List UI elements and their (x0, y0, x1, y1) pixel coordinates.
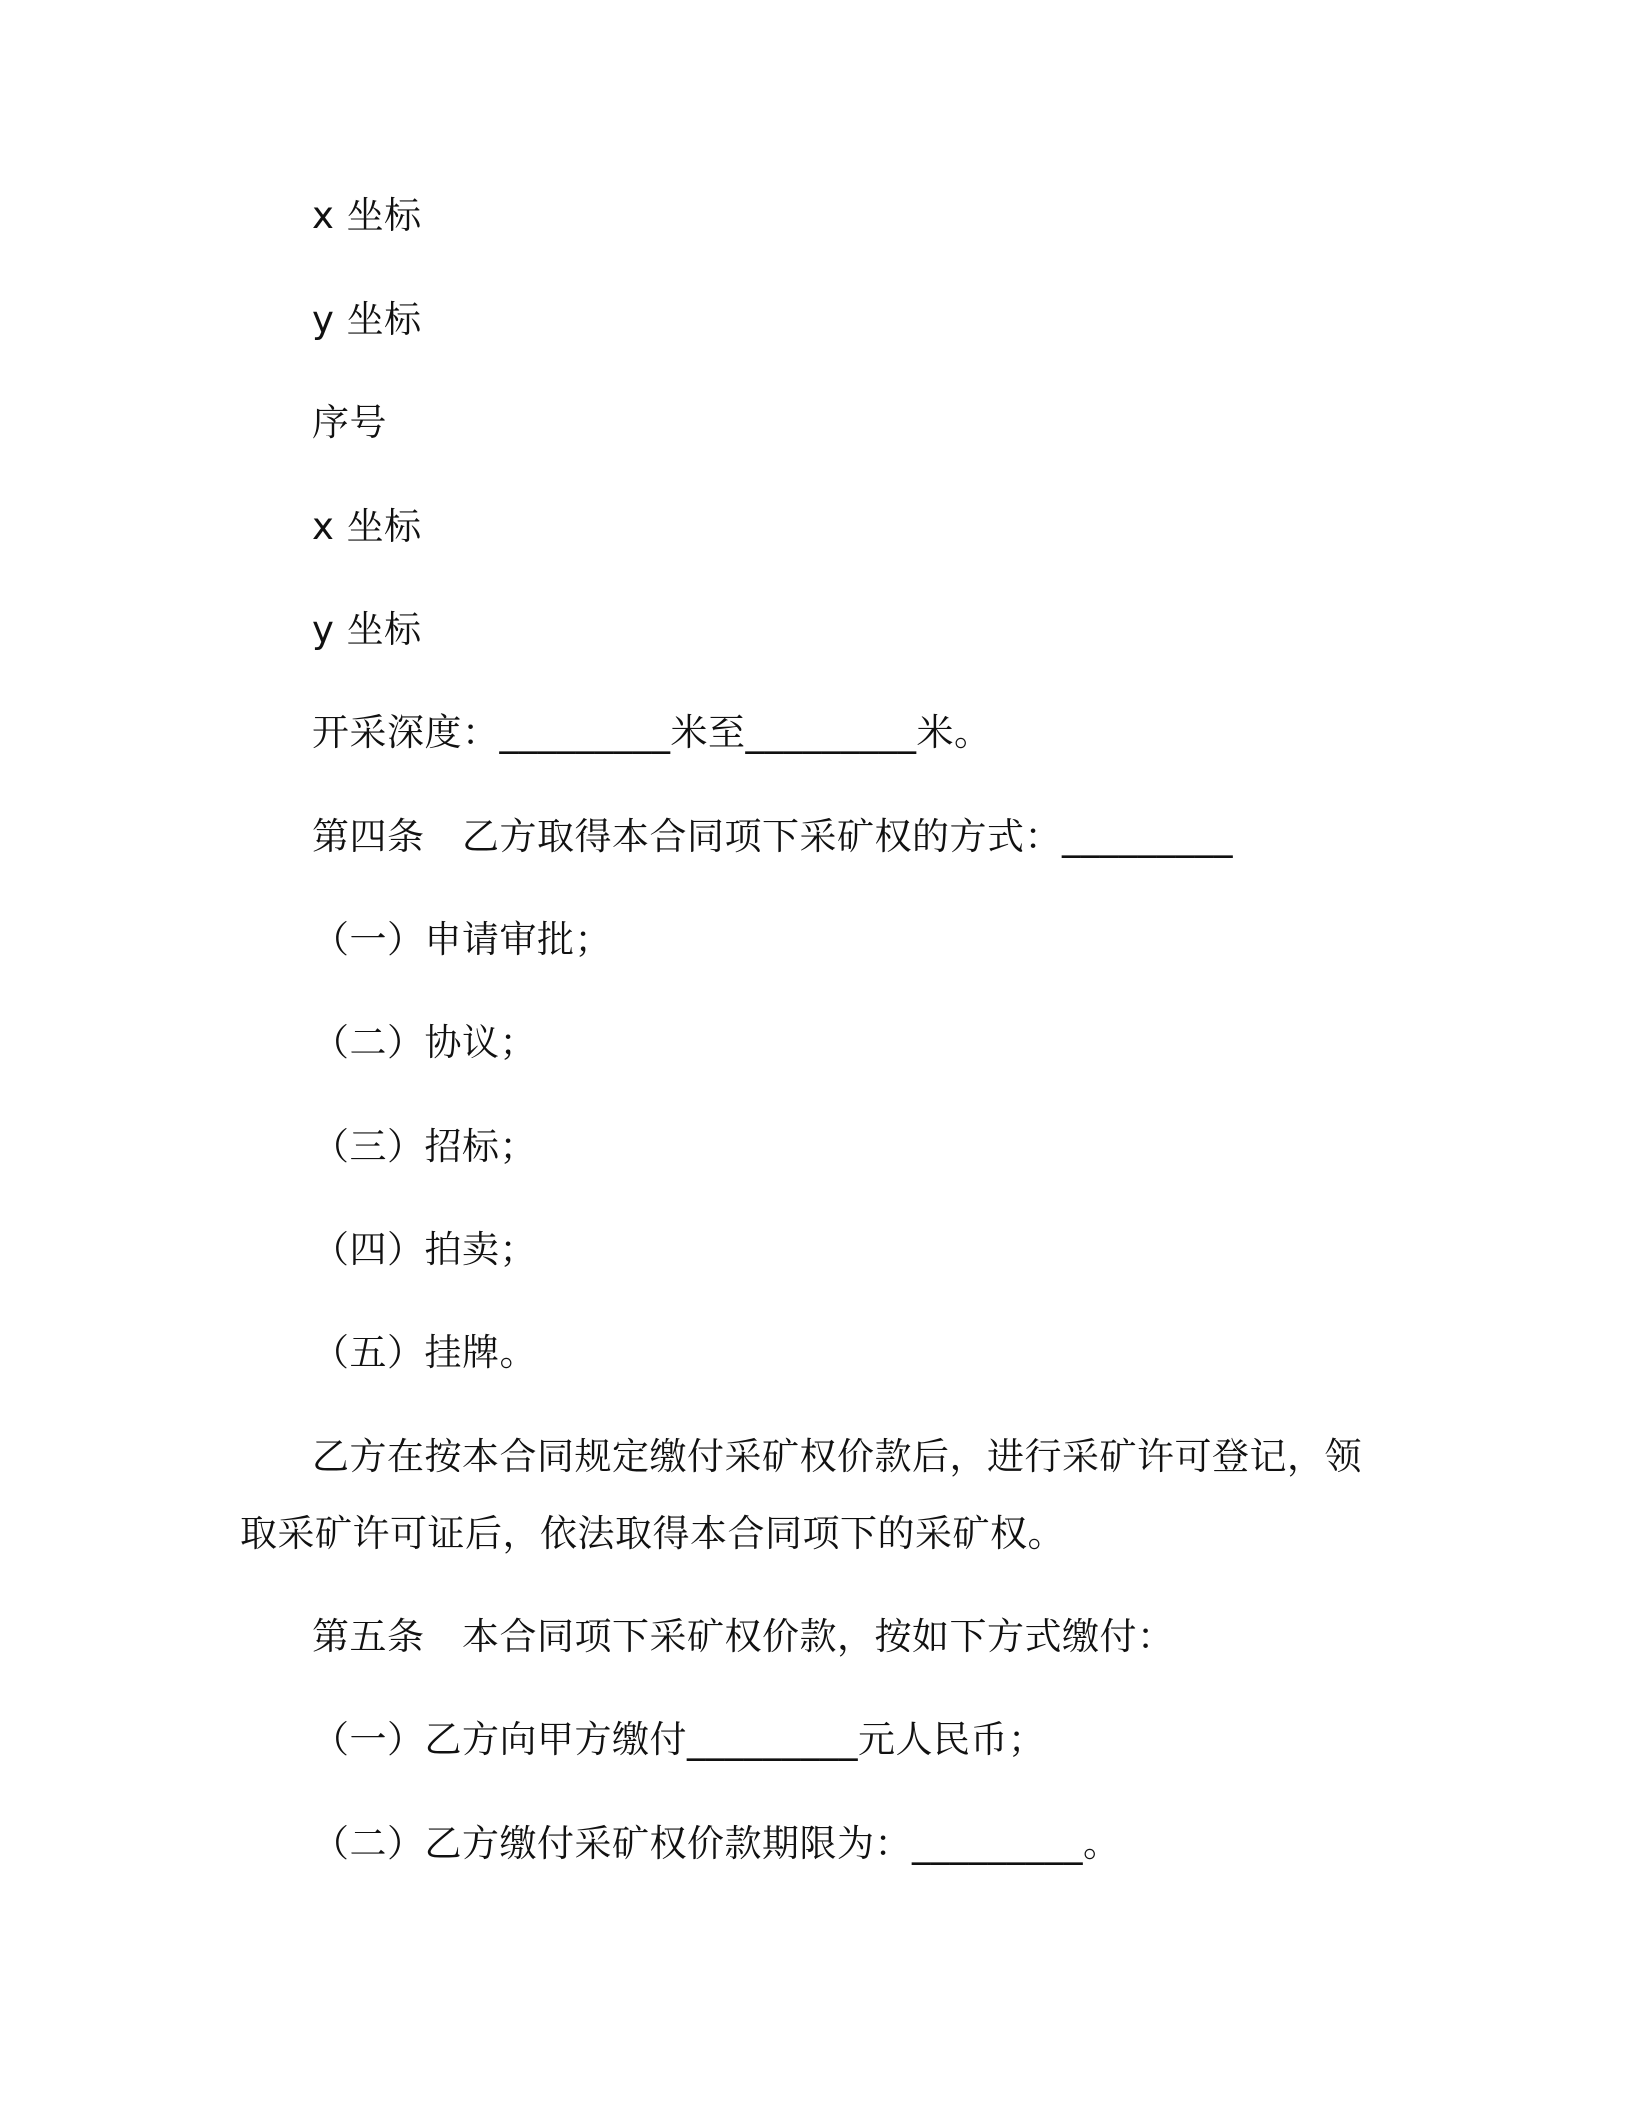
x-coordinate-label-1: x 坐标 (312, 194, 422, 237)
payment-item-1: （一）乙方向甲方缴付_________元人民币； (312, 1718, 1046, 1761)
paragraph-line-2: 取采矿许可证后，依法取得本合同项下的采矿权。 (240, 1512, 1065, 1555)
y-coordinate-label-2: y 坐标 (312, 608, 422, 651)
method-item-4: （四）拍卖； (312, 1228, 537, 1271)
payment-item-2: （二）乙方缴付采矿权价款期限为：_________。 (312, 1822, 1121, 1865)
method-item-5: （五）挂牌。 (312, 1331, 537, 1374)
method-item-1: （一）申请审批； (312, 918, 612, 961)
article-five-heading: 第五条 本合同项下采矿权价款，按如下方式缴付： (312, 1615, 1175, 1658)
serial-number-label: 序号 (312, 401, 387, 444)
method-item-2: （二）协议； (312, 1021, 537, 1064)
method-item-3: （三）招标； (312, 1125, 537, 1168)
paragraph-line-1: 乙方在按本合同规定缴付采矿权价款后，进行采矿许可登记，领 (312, 1435, 1362, 1478)
article-four-heading: 第四条 乙方取得本合同项下采矿权的方式：_________ (312, 815, 1233, 858)
y-coordinate-label-1: y 坐标 (312, 298, 422, 341)
mining-depth-line: 开采深度：_________米至_________米。 (312, 711, 992, 754)
x-coordinate-label-2: x 坐标 (312, 505, 422, 548)
